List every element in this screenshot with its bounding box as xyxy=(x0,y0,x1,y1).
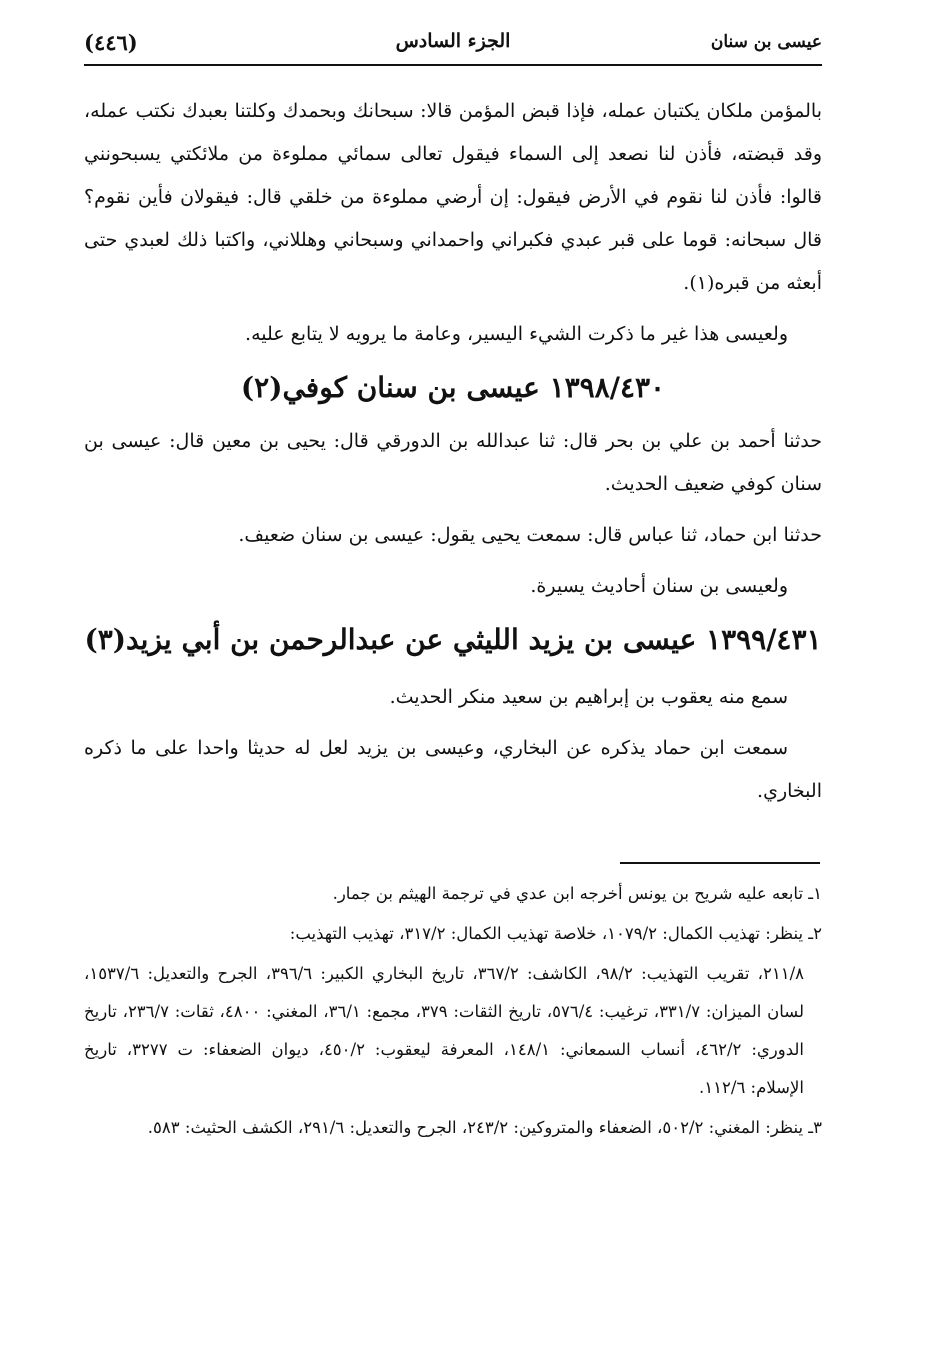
footnote-rule xyxy=(620,862,820,864)
footnote-2-continuation: ٢١١/٨، تقريب التهذيب: ٩٨/٢، الكاشف: ٣٦٧/٢، تاريخ البخاري الكبير: ٣٩٦/٦، الجرح والتعديل: ١٥٣٧/٦، لسان الميزان: ٣٣١/٧، ترغيب: ٥٧٦/٤، تاريخ الثقات: ٣٧٩، مجمع: ٣٦/١، المغني: ٤٨٠٠، ثقات: ٢٣٦/٧، تاريخ الدوري: ٤٦٢/٢، أنساب السمعاني: ١٤٨/١، المعرفة ليعقوب: ٤٥٠/٢، ديوان الضعفاء: ت ٣٢٧٧، تاريخ الإسلام: ١١٢/٦. xyxy=(84,964,805,1097)
running-title: عيسى بن سنان xyxy=(710,32,822,52)
paragraph-comment: ولعيسى هذا غير ما ذكرت الشيء اليسير، وعامة ما يرويه لا يتابع عليه. xyxy=(245,323,788,345)
header-rule xyxy=(84,64,822,66)
paragraph-isnad-2: حدثنا ابن حماد، ثنا عباس قال: سمعت يحيى يقول: عيسى بن سنان ضعيف. xyxy=(238,524,822,546)
footnotes xyxy=(84,875,822,1149)
main-text xyxy=(84,90,822,813)
footnote-1: ١ـ تابعه عليه شريح بن يونس أخرجه ابن عدي في ترجمة الهيثم بن جمار. xyxy=(332,884,822,903)
entry-heading-1399: ١٣٩٩/٤٣١ عيسى بن يزيد الليثي عن عبدالرحمن بن أبي يزيد(٣) xyxy=(84,623,822,656)
page-number: (٤٤٦) xyxy=(84,30,138,55)
footnote-3: ٣ـ ينظر: المغني: ٥٠٢/٢، الضعفاء والمتروكين: ٢٤٣/٢، الجرح والتعديل: ٢٩١/٦، الكشف الحثيث: ٥٨٣. xyxy=(147,1118,822,1137)
paragraph-isnad-1: حدثنا أحمد بن علي بن بحر قال: ثنا عبدالله بن الدورقي قال: يحيى بن معين قال: عيسى بن سنان كوفي ضعيف الحديث. xyxy=(84,430,822,495)
page-header xyxy=(84,26,822,62)
paragraph-note: ولعيسى بن سنان أحاديث يسيرة. xyxy=(530,575,788,597)
footnote-2-first-line: ٢ـ ينظر: تهذيب الكمال: ١٠٧٩/٢، خلاصة تهذيب الكمال: ٣١٧/٢، تهذيب التهذيب: xyxy=(289,924,822,943)
paragraph-narration: سمع منه يعقوب بن إبراهيم بن سعيد منكر الحديث. xyxy=(389,686,788,708)
paragraph-bukhari: سمعت ابن حماد يذكره عن البخاري، وعيسى بن يزيد لعل له حديثا واحدا على ما ذكره البخاري. xyxy=(84,737,822,802)
entry-heading-1398: ١٣٩٨/٤٣٠ عيسى بن سنان كوفي(٢) xyxy=(240,371,666,404)
paragraph-hadith: بالمؤمن ملكان يكتبان عمله، فإذا قبض المؤمن قالا: سبحانك وبحمدك وكلتنا بعبدك نكتب عمله، وقد قبضته، فأذن لنا نصعد إلى السماء فيقول تعالى سمائي مملوءة من ملائكتي يسبحونني قالوا: فأذن لنا نقوم في الأرض فيقول: إن أرضي مملوءة من خلقي قال: فيقولان فأين نقوم؟ قال سبحانه: قوما على قبر عبدي فكبراني واحمداني وسبحاني وهللاني، واكتبا ذلك لعبدي حتى أبعثه من قبره(١). xyxy=(84,100,822,294)
volume-title: الجزء السادس xyxy=(395,30,511,52)
